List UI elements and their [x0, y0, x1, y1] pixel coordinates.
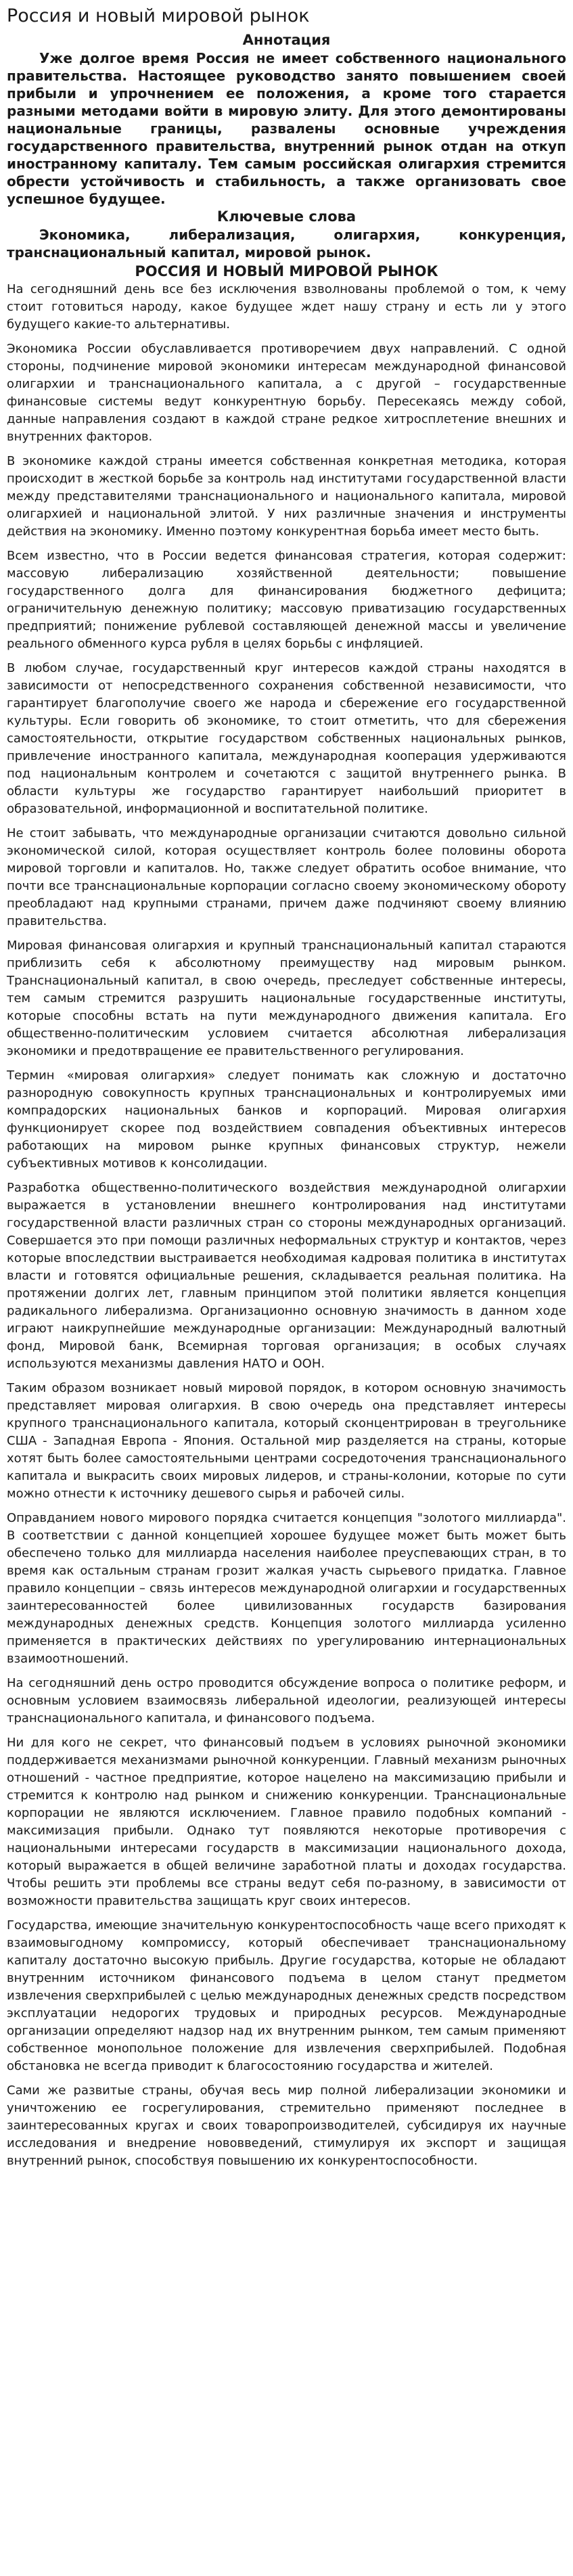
paragraph: Сами же развитые страны, обучая весь мир полной либерализации экономики и уничтожению ее госрегулирования, стремительно применяют последнее в заинтересованных кругах и своих товаропроизводителей, субсидируя их научные исследования и внедрение нововведений, стимулируя их экспорт и защищая внутренний рынок, способствуя повышению их конкурентоспособности. [7, 2083, 566, 2168]
paragraph: Мировая финансовая олигархия и крупный транснациональный капитал стараются приблизить себя к абсолютному преимуществу над мировым рынком. Транснациональный капитал, в свою очередь, преследует собственные интересы, тем самым стремится разрушить национальные государственные институты, которые способны встать на пути международного движения капитала. Его общественно-политическим условием считается абсолютная либерализация экономики и предотвращение ее правительственного регулирования. [7, 939, 566, 1058]
abstract-text: Уже долгое время Россия не имеет собственного национального правительства. Настоящее руководство занято повышением своей прибыли и упрочнением ее положения, а кроме того старается разными методами войти в мировую элиту. Для этого демонтированы национальные границы, развалены основные учреждения государственного правительства, внутренний рынок отдан на откуп иностранному капиталу. Тем самым российская олигархия стремится обрести устойчивость и стабильность, а также организовать свое успешное будущее. [7, 50, 566, 207]
paragraph: Экономика России обуславливается противоречием двух направлений. С одной стороны, подчинение мировой экономики интересам международной финансовой олигархии и транснационального капитала, а с другой – государственные финансовые системы ведут конкурентную борьбу. Пересекаясь между собой, данные направления создают в каждой стране редкое хитросплетение внешних и внутренних факторов. [7, 342, 566, 444]
paragraph: Всем известно, что в России ведется финансовая стратегия, которая содержит: массовую либерализацию хозяйственной деятельности; повышение государственного долга для финансирования бюджетного дефицита; ограничительную денежную политику; массовую приватизацию государственных предприятий; понижение рублевой составляющей денежной массы и увеличение реального обменного курса рубля в целях борьбы с инфляцией. [7, 549, 566, 651]
paragraph: Разработка общественно-политического воздействия международной олигархии выражается в установлении внешнего контролирования над институтами государственной власти различных стран со стороны международных организаций. Совершается это при помощи различных неформальных структур и контактов, через которые впоследствии выстраивается необходимая кадровая политика в институтах власти и готовятся официальные решения, складывается реальная политика. На протяжении долгих лет, главным принципом этой политики является концепция радикального либерализма. Организационно основную значимость в данном ходе играют наикрупнейшие международные организации: Международный валютный фонд, Мировой банк, Всемирная торговая организация; в особых случаях используются механизмы давления НАТО и ООН. [7, 1181, 566, 1371]
paragraph: В любом случае, государственный круг интересов каждой страны находятся в зависимости от непосредственного сохранения собственной независимости, что гарантирует благополучие своего же народа и сбережение его государственной культуры. Если говорить об экономике, то стоит отметить, что для сбережения самостоятельности, открытие государством собственных национальных рынков, привлечение иностранного капитала, международная кооперация удерживаются под национальным контролем и сочетаются с защитой внутреннего рынка. В области культуры же государство гарантирует наибольший приоритет в образовательной, информационной и воспитательной политике. [7, 661, 566, 816]
paragraph: Не стоит забывать, что международные организации считаются довольно сильной экономической силой, которая осуществляет контроль более половины оборота мировой торговли и капиталов. Но, также следует обратить особое внимание, что почти все транснациональные корпорации согласно своему экономическому обороту преобладают над крупными странами, причем даже подчиняют своему влиянию правительства. [7, 826, 566, 928]
paragraph: Ни для кого не секрет, что финансовый подъем в условиях рыночной экономики поддерживается механизмами рыночной конкуренции. Главный механизм рыночных отношений - частное предприятие, которое нацелено на максимизацию прибыли и стремится к контролю над рынком и снижению конкуренции. Транснациональные корпорации не являются исключением. Главное правило подобных компаний - максимизация прибыли. Однако тут появляются некоторые противоречия с национальными интересами государств в максимизации национального дохода, который выражается в общей величине заработной платы и доходах государства. Чтобы решить эти проблемы все страны ведут себя по-разному, в зависимости от возможности правительства защищать круг своих интересов. [7, 1736, 566, 1908]
paragraph: В экономике каждой страны имеется собственная конкретная методика, которая происходит в жесткой борьбе за контроль над институтами государственной власти между представителями транснационального и национального капитала, мировой олигархией и национальной элитой. У них различные значения и инструменты действия на экономику. Именно поэтому конкурентная борьба имеет место быть. [7, 454, 566, 539]
paragraph: Государства, имеющие значительную конкурентоспособность чаще всего приходят к взаимовыгодному компромиссу, который обеспечивает транснациональному капиталу достаточно высокую прибыль. Другие государства, которые не обладают внутренним источником финансового подъема в целом станут предметом извлечения сверхприбылей с целью международных денежных средств посредством эксплуатации недорогих трудовых и природных ресурсов. Международные организации определяют надзор над их внутренним рынком, тем самым применяют собственное монопольное положение для извлечения сверхприбылей. Подобная обстановка не всегда приводит к благосостоянию государства и жителей. [7, 1918, 566, 2073]
paragraph: На сегодняшний день все без исключения взволнованы проблемой о том, к чему стоит готовиться народу, какое будущее ждет нашу страну и есть ли у этого будущего какие-то альтернативы. [7, 282, 566, 332]
paragraph: Таким образом возникает новый мировой порядок, в котором основную значимость представляет мировая олигархия. В свою очередь она представляет интересы крупного транснационального капитала, который сконцентрирован в треугольнике США - Западная Европа - Япония. Остальной мир разделяется на страны, которые хотят быть более самостоятельными центрами сосредоточения транснационального капитала и выкрасить своих мировых лидеров, и страны-колонии, которые по сути можно отнести к источнику дешевого сырья и рабочей силы. [7, 1381, 566, 1501]
paragraph: Термин «мировая олигархия» следует понимать как сложную и достаточно разнородную совокупность крупных транснациональных и контролируемых ими компрадорских национальных банков и корпораций. Мировая олигархия функционирует скорее под воздействием совпадения объективных интересов работающих на мировом рынке крупных финансовых структур, нежели субъективных мотивов к консолидации. [7, 1068, 566, 1171]
keywords-text: Экономика, либерализация, олигархия, конкуренция, транснациональный капитал, мировой рынок. [7, 227, 566, 261]
main-heading: РОССИЯ И НОВЫЙ МИРОВОЙ РЫНОК [135, 263, 438, 279]
abstract-heading: Аннотация [242, 32, 331, 48]
paragraph: Оправданием нового мирового порядка считается концепция "золотого миллиарда". В соответствии с данной концепцией хорошее будущее может быть может быть обеспечено только для миллиарда населения наиболее преуспевающих стран, в то время как остальным странам грозит жалкая участь сырьевого придатка. Главное правило концепции – связь интересов международной олигархии и государственных заинтересованностей более цивилизованных государств базирования международных денежных средств. Концепция золотого миллиарда усиленно применяется в практических действиях по урегулированию интернациональных взаимоотношений. [7, 1511, 566, 1666]
document-title: Россия и новый мировой рынок [7, 5, 310, 26]
paragraph: На сегодняшний день остро проводится обсуждение вопроса о политике реформ, и основным условием взаимосвязь либеральной идеологии, реализующей интересы транснационального капитала, и финансового подъема. [7, 1676, 566, 1725]
keywords-heading: Ключевые слова [216, 208, 357, 225]
